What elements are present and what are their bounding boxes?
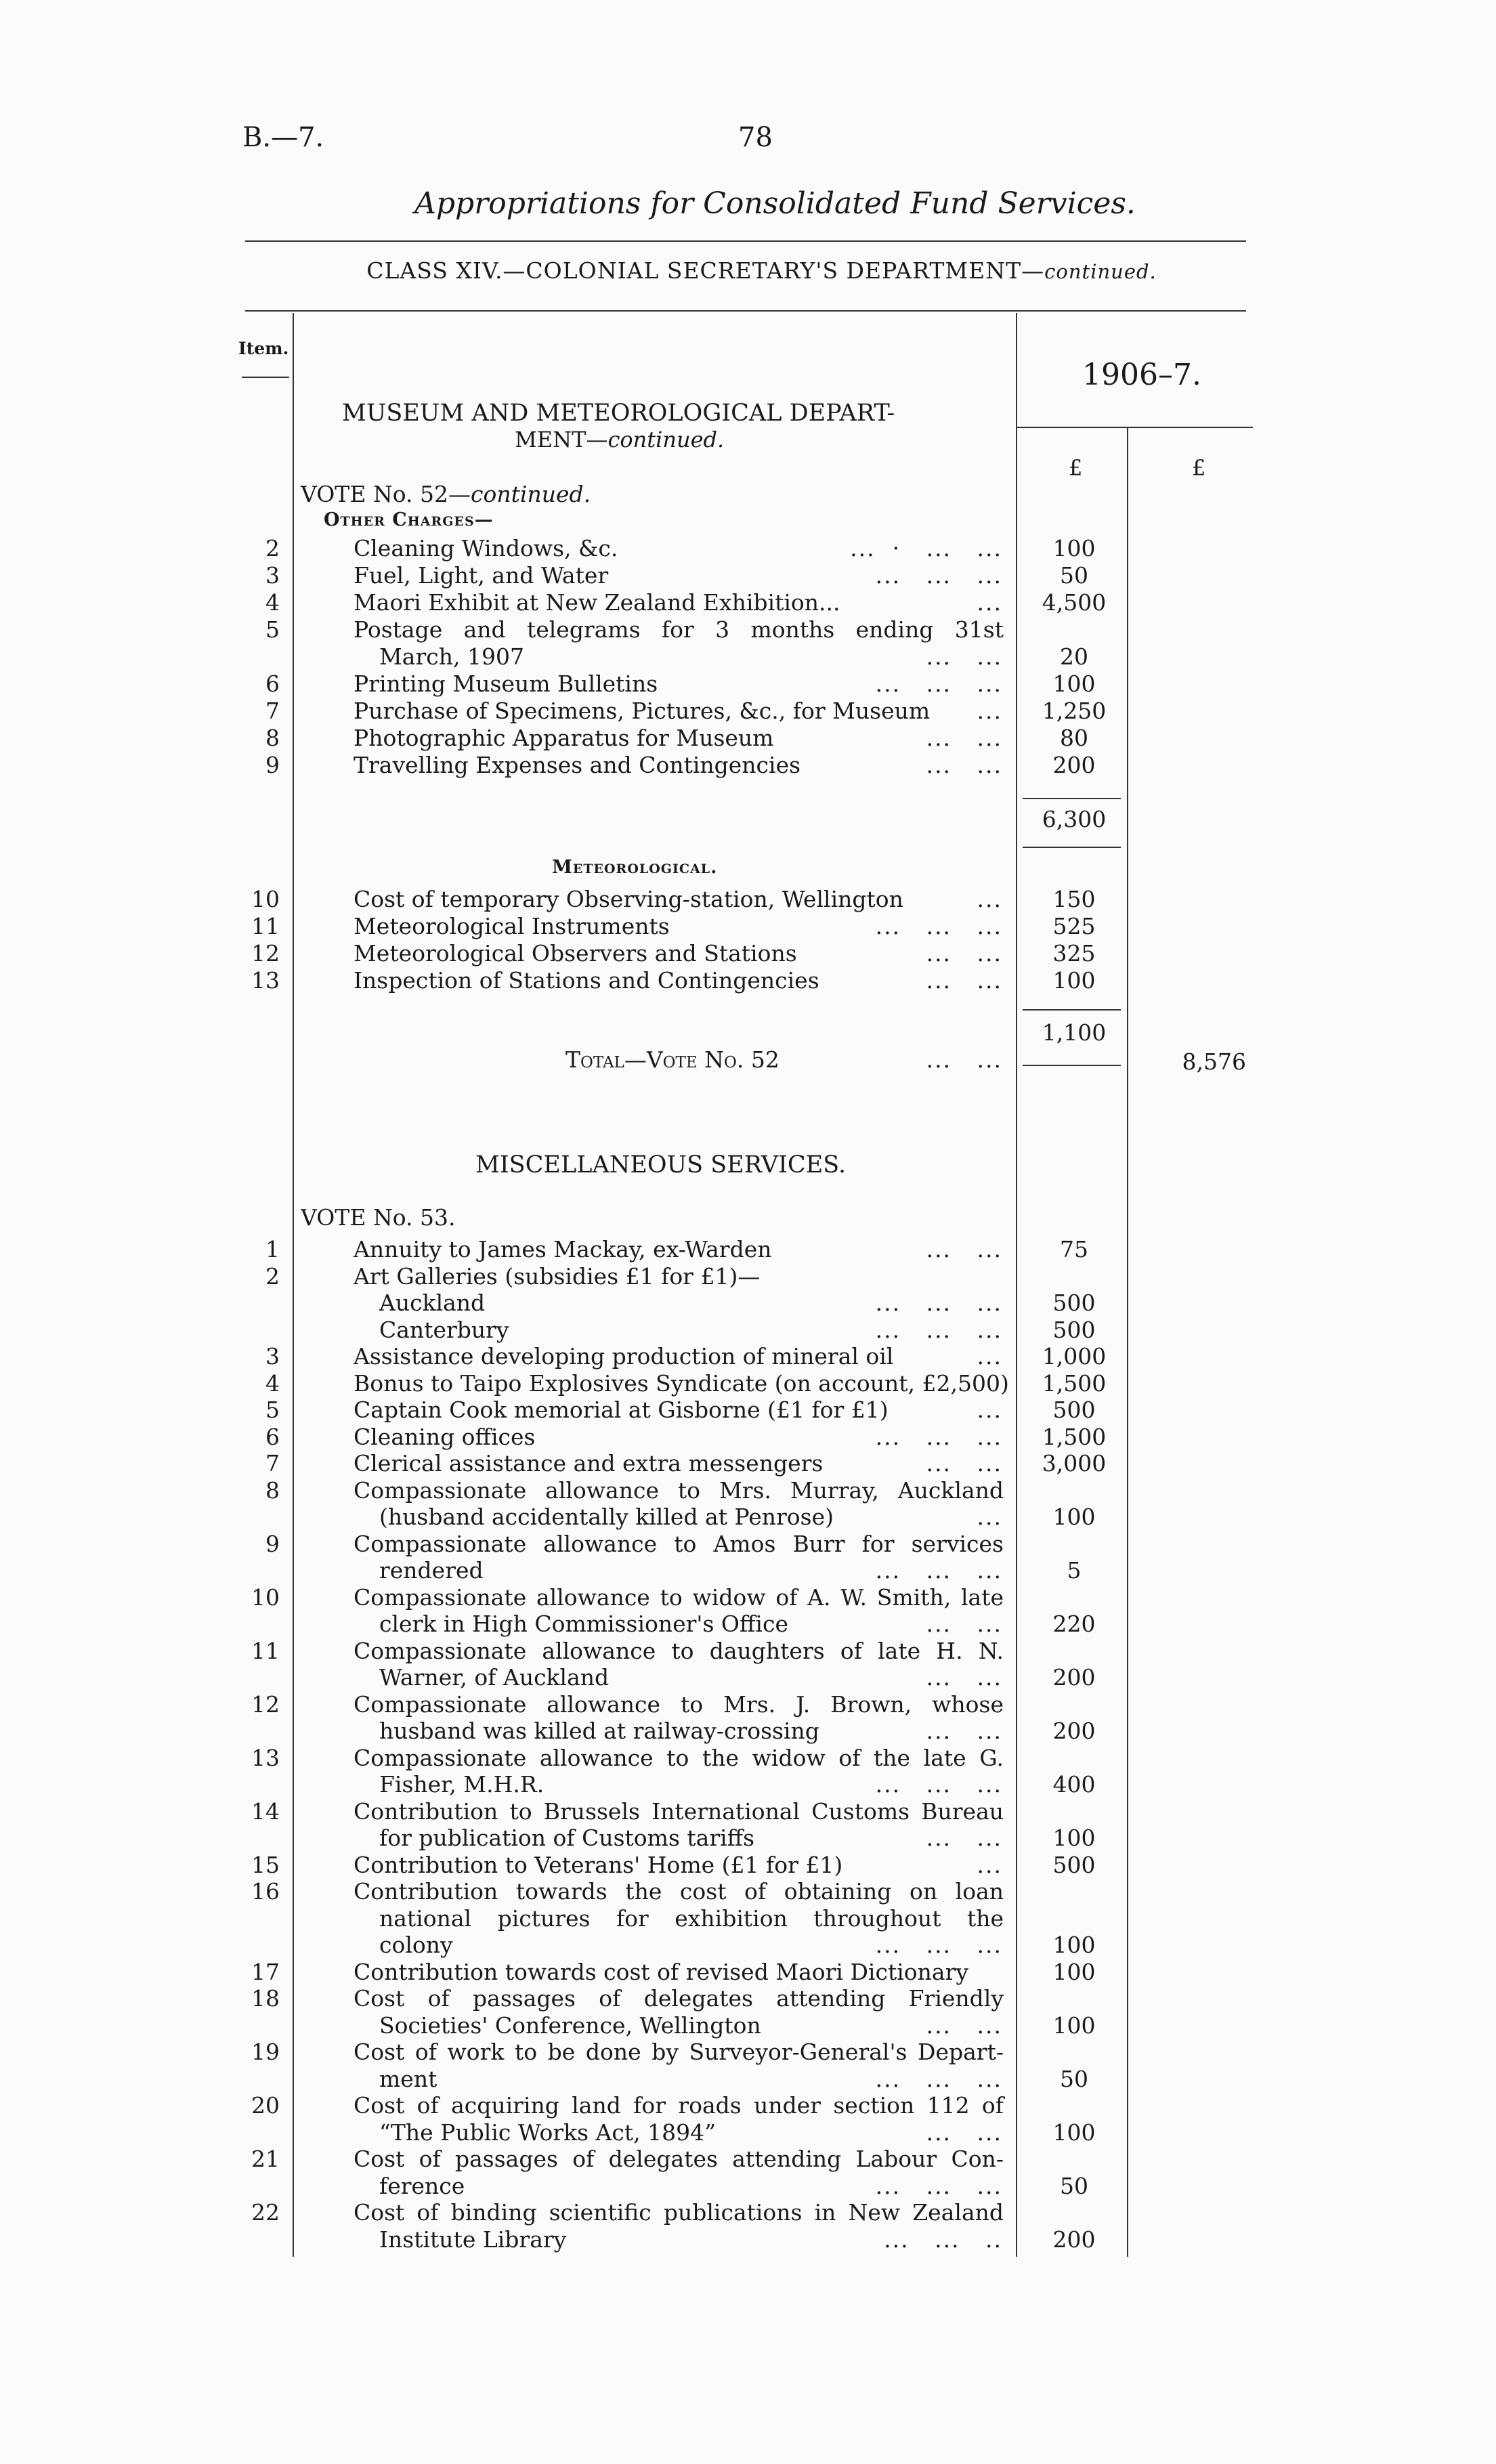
leader-dots: ... ... (926, 1450, 1002, 1477)
item-description-continued: ference (379, 2173, 465, 2199)
item-amount: 50 (1060, 2066, 1088, 2092)
item-description: Annuity to James Mackay, ex-Warden (354, 1236, 772, 1262)
item-number: 9 (265, 752, 280, 778)
item-amount: 20 (1060, 643, 1088, 670)
class-heading-rule (245, 310, 1246, 312)
table-row (0, 967, 1496, 994)
item-description: Compassionate allowance to Mrs. J. Brown, whose (354, 1691, 1004, 1718)
leader-dots: ... (977, 886, 1002, 912)
item-number: 1 (265, 1236, 280, 1262)
class-heading-text: CLASS XIV.—COLONIAL SECRETARY'S DEPARTMENT— (366, 257, 1045, 284)
item-header-rule (242, 377, 289, 378)
leader-dots: ... ... ... (875, 562, 1002, 589)
table-row (0, 1959, 1496, 1986)
item-number: 17 (251, 1959, 280, 1985)
table-row (0, 1531, 1496, 1558)
item-amount: 500 (1052, 1852, 1096, 1878)
table-row-continuation (0, 1932, 1496, 1959)
table-row (0, 725, 1496, 752)
subtotal-rule (1023, 798, 1121, 799)
item-number: 3 (265, 562, 280, 589)
item-amount: 75 (1060, 1236, 1088, 1262)
item-amount: 525 (1052, 913, 1096, 939)
table-row (0, 1691, 1496, 1718)
item-description: Cost of acquiring land for roads under section 112 of (354, 2092, 1004, 2119)
leader-dots: ... ... (926, 2119, 1002, 2146)
item-description-continued: national pictures for exhibition throughout the (379, 1905, 1004, 1932)
item-number: 9 (265, 1531, 280, 1557)
item-description: Auckland (379, 1290, 486, 1316)
table-row-continuation (0, 643, 1496, 671)
misc-services-heading: MISCELLANEOUS SERVICES. (475, 1151, 847, 1178)
table-row-continuation (0, 1905, 1496, 1932)
item-description-continued: March, 1907 (379, 643, 524, 670)
leader-dots: ... (977, 1343, 1002, 1369)
item-number: 13 (251, 1745, 280, 1771)
item-description: Maori Exhibit at New Zealand Exhibition... (354, 589, 840, 616)
subtotal-rule (1023, 847, 1121, 848)
item-number: 11 (251, 1638, 280, 1664)
item-description: Inspection of Stations and Contingencies (354, 967, 819, 994)
item-description: Contribution towards cost of revised Maori Dictionary (354, 1959, 968, 1985)
table-row (0, 616, 1496, 643)
pound-sign-left: £ (1069, 455, 1083, 481)
item-description: Contribution to Veterans' Home (£1 for £1) (354, 1852, 843, 1878)
leader-dots: ... ... ... (875, 1290, 1002, 1316)
page-title: Appropriations for Consolidated Fund Services. (414, 186, 1136, 221)
item-number: 18 (251, 1985, 280, 2012)
item-amount: 220 (1052, 1611, 1096, 1637)
leader-dots: ... ... (926, 967, 1002, 994)
table-row (0, 1878, 1496, 1905)
item-amount: 50 (1060, 2173, 1088, 2199)
item-description: Cleaning Windows, &c. (354, 535, 618, 561)
item-amount: 100 (1052, 1825, 1096, 1851)
table-row-continuation (0, 2226, 1496, 2253)
item-description: Compassionate allowance to Mrs. Murray, Auckland (354, 1477, 1004, 1504)
item-description: Compassionate allowance to the widow of the late G. (354, 1745, 1004, 1771)
item-description: Cost of passages of delegates attending Labour Con- (354, 2146, 1004, 2172)
item-number: 22 (251, 2199, 280, 2226)
table-row-continuation (0, 1557, 1496, 1584)
year-header-rule (1016, 427, 1253, 428)
item-description-continued: Societies' Conference, Wellington (379, 2012, 761, 2039)
other-charges-heading: Other Charges— (324, 509, 494, 530)
item-number: 10 (251, 886, 280, 912)
item-description: Meteorological Observers and Stations (354, 940, 797, 967)
item-description: Travelling Expenses and Contingencies (354, 752, 801, 778)
item-description-continued: (husband accidentally killed at Penrose) (379, 1504, 834, 1530)
class-heading-suffix: continued. (1044, 260, 1157, 283)
item-amount: 100 (1052, 2119, 1096, 2146)
leader-dots: ... ... ... (875, 1317, 1002, 1343)
leader-dots: ... ... (926, 940, 1002, 967)
page-number: 78 (738, 122, 773, 153)
table-row (0, 1424, 1496, 1451)
item-number: 8 (265, 725, 280, 751)
table-row (0, 1745, 1496, 1772)
table-row (0, 1263, 1496, 1290)
item-number: 20 (251, 2092, 280, 2119)
item-amount: 500 (1052, 1317, 1096, 1343)
item-amount: 100 (1052, 1932, 1096, 1958)
item-description: Postage and telegrams for 3 months ending 31st (354, 616, 1004, 643)
item-number: 6 (265, 1424, 280, 1450)
leader-dots: ... ... (926, 1046, 1002, 1073)
leader-dots: ... ... ... (875, 671, 1002, 697)
table-row-continuation (0, 1611, 1496, 1638)
leader-dots: ... (977, 698, 1002, 724)
item-number: 8 (265, 1477, 280, 1504)
museum-heading-suffix: continued. (607, 427, 725, 452)
vote-52-total: 8,576 (1182, 1048, 1246, 1075)
museum-heading-line1: MUSEUM AND METEOROLOGICAL DEPART- (342, 400, 895, 427)
item-amount: 200 (1052, 2226, 1096, 2253)
table-row-continuation (0, 1718, 1496, 1745)
item-description: Compassionate allowance to widow of A. W. Smith, late (354, 1584, 1004, 1611)
item-description: Compassionate allowance to Amos Burr for services (354, 1531, 1004, 1557)
item-amount: 3,000 (1042, 1450, 1107, 1477)
table-row (0, 940, 1496, 967)
item-description: Cost of work to be done by Surveyor-General's Depart- (354, 2039, 1004, 2065)
class-heading (0, 257, 1496, 284)
item-description: Assistance developing production of mineral oil (354, 1343, 894, 1369)
item-number: 5 (265, 1397, 280, 1423)
leader-dots: ... ... ... (875, 1932, 1002, 1958)
item-number: 3 (265, 1343, 280, 1369)
item-description: Cleaning offices (354, 1424, 536, 1450)
vote-52-label: VOTE No. 52— (301, 481, 471, 507)
item-amount: 200 (1052, 752, 1096, 778)
vote-52-suffix: continued. (471, 481, 591, 507)
item-description: Contribution towards the cost of obtaining on loan (354, 1878, 1004, 1905)
meteorological-heading: Meteorological. (552, 857, 718, 878)
item-amount: 500 (1052, 1397, 1096, 1423)
item-amount: 4,500 (1042, 589, 1107, 616)
item-number: 13 (251, 967, 280, 994)
table-row (0, 1343, 1496, 1370)
item-number: 16 (251, 1878, 280, 1905)
table-row-continuation (0, 2119, 1496, 2146)
item-number: 15 (251, 1852, 280, 1878)
item-amount: 500 (1052, 1290, 1096, 1316)
item-amount: 50 (1060, 562, 1088, 589)
table-row (0, 913, 1496, 940)
item-number: 2 (265, 1263, 280, 1290)
leader-dots: ... · ... ... (850, 535, 1002, 561)
leader-dots: ... ... (926, 1236, 1002, 1262)
table-row (0, 2199, 1496, 2226)
table-row-continuation (0, 1504, 1496, 1531)
table-row (0, 698, 1496, 725)
table-row (0, 1798, 1496, 1825)
subtotal-rule (1023, 1065, 1121, 1066)
leader-dots: ... ... ... (875, 913, 1002, 939)
item-description: Cost of temporary Observing-station, Wellington (354, 886, 903, 912)
item-description: Cost of binding scientific publications in New Zealand (354, 2199, 1004, 2226)
vote-53-heading: VOTE No. 53. (301, 1204, 456, 1231)
item-amount: 5 (1067, 1557, 1082, 1584)
item-description-continued: Institute Library (379, 2226, 567, 2253)
page-reference: B.—7. (242, 122, 324, 153)
museum-subtotal: 6,300 (1042, 806, 1107, 832)
year-column-header: 1906–7. (1082, 358, 1201, 392)
item-description: Printing Museum Bulletins (354, 671, 658, 697)
title-rule (245, 240, 1246, 242)
leader-dots: ... ... (926, 1664, 1002, 1691)
item-number: 4 (265, 1370, 280, 1397)
item-description: Compassionate allowance to daughters of late H. N. (354, 1638, 1004, 1664)
item-number: 19 (251, 2039, 280, 2065)
item-number: 2 (265, 535, 280, 561)
item-amount: 100 (1052, 1504, 1096, 1530)
item-number: 7 (265, 698, 280, 724)
meteorological-subtotal: 1,100 (1042, 1019, 1107, 1046)
item-number: 5 (265, 616, 280, 643)
table-row (0, 1397, 1496, 1424)
table-row (0, 1236, 1496, 1263)
item-amount: 1,500 (1042, 1370, 1107, 1397)
item-number: 12 (251, 1691, 280, 1718)
item-description-continued: rendered (379, 1557, 484, 1584)
item-description: Cost of passages of delegates attending Friendly (354, 1985, 1004, 2012)
item-description: Canterbury (379, 1317, 509, 1343)
item-number: 11 (251, 913, 280, 939)
item-amount: 325 (1052, 940, 1096, 967)
table-row (0, 535, 1496, 562)
item-number: 6 (265, 671, 280, 697)
item-amount: 200 (1052, 1718, 1096, 1744)
leader-dots: ... ... .. (884, 2226, 1002, 2253)
table-row (0, 1584, 1496, 1611)
table-row-continuation (0, 1771, 1496, 1798)
leader-dots: ... ... ... (875, 1424, 1002, 1450)
table-row (0, 2146, 1496, 2173)
leader-dots: ... (977, 589, 1002, 616)
leader-dots: ... (977, 1397, 1002, 1423)
table-row (0, 1370, 1496, 1397)
table-row-continuation (0, 2012, 1496, 2039)
item-amount: 100 (1052, 535, 1096, 561)
leader-dots: ... ... (926, 1718, 1002, 1744)
leader-dots: ... ... (926, 1825, 1002, 1851)
item-number: 4 (265, 589, 280, 616)
leader-dots: ... ... (926, 2012, 1002, 2039)
item-description: Contribution to Brussels International Customs Bureau (354, 1798, 1004, 1825)
item-amount: 400 (1052, 1771, 1096, 1798)
museum-heading-line2-text: MENT— (515, 427, 608, 452)
leader-dots: ... ... (926, 752, 1002, 778)
item-description-continued: clerk in High Commissioner's Office (379, 1611, 788, 1637)
table-row (0, 671, 1496, 698)
table-row (0, 1317, 1496, 1344)
item-description: Fuel, Light, and Water (354, 562, 609, 589)
leader-dots: ... ... ... (875, 1557, 1002, 1584)
table-row (0, 1450, 1496, 1477)
item-description-continued: Warner, of Auckland (379, 1664, 610, 1691)
item-description: Purchase of Specimens, Pictures, &c., for Museum (354, 698, 931, 724)
table-row (0, 1290, 1496, 1317)
leader-dots: ... ... (926, 725, 1002, 751)
total-label-text: Total—Vote No. 52 (565, 1046, 779, 1073)
item-amount: 100 (1052, 1959, 1096, 1985)
table-row (0, 589, 1496, 616)
table-row (0, 2092, 1496, 2119)
table-row (0, 1638, 1496, 1665)
subtotal-rule (1023, 1009, 1121, 1011)
table-row-continuation (0, 1825, 1496, 1852)
vote-52-heading (301, 481, 591, 507)
item-number: 14 (251, 1798, 280, 1825)
table-row-continuation (0, 1664, 1496, 1691)
item-description-continued: “The Public Works Act, 1894” (379, 2119, 716, 2146)
item-amount: 1,250 (1042, 698, 1107, 724)
item-amount: 150 (1052, 886, 1096, 912)
item-amount: 80 (1060, 725, 1088, 751)
item-description: Bonus to Taipo Explosives Syndicate (on account, £2,500) (354, 1370, 1009, 1397)
table-row (0, 1985, 1496, 2012)
item-amount: 1,000 (1042, 1343, 1107, 1369)
table-row (0, 752, 1496, 779)
leader-dots: ... ... (926, 1611, 1002, 1637)
item-amount: 200 (1052, 1664, 1096, 1691)
item-description-continued: ment (379, 2066, 437, 2092)
leader-dots: ... ... ... (875, 1771, 1002, 1798)
item-amount: 1,500 (1042, 1424, 1107, 1450)
table-row (0, 562, 1496, 589)
item-description: Captain Cook memorial at Gisborne (£1 for £1) (354, 1397, 889, 1423)
item-column-header: Item. (238, 339, 289, 358)
item-amount: 100 (1052, 671, 1096, 697)
item-description: Clerical assistance and extra messengers (354, 1450, 824, 1477)
item-number: 21 (251, 2146, 280, 2172)
museum-heading-line2 (515, 427, 724, 452)
item-amount: 100 (1052, 967, 1096, 994)
table-row (0, 1477, 1496, 1504)
pound-sign-right: £ (1192, 455, 1206, 481)
item-description-continued: husband was killed at railway-crossing (379, 1718, 819, 1744)
item-description-continued: colony (379, 1932, 453, 1958)
item-number: 7 (265, 1450, 280, 1477)
item-description: Meteorological Instruments (354, 913, 670, 939)
leader-dots: ... (977, 1852, 1002, 1878)
table-row (0, 886, 1496, 913)
item-description-continued: Fisher, M.H.R. (379, 1771, 544, 1798)
leader-dots: ... ... ... (875, 2066, 1002, 2092)
leader-dots: ... ... (926, 643, 1002, 670)
item-description-continued: for publication of Customs tariffs (379, 1825, 755, 1851)
leader-dots: ... ... ... (875, 2173, 1002, 2199)
leader-dots: ... (977, 1504, 1002, 1530)
item-description: Art Galleries (subsidies £1 for £1)— (354, 1263, 761, 1290)
item-number: 12 (251, 940, 280, 967)
table-row-continuation (0, 2066, 1496, 2093)
table-row (0, 2039, 1496, 2066)
table-row-continuation (0, 2173, 1496, 2200)
item-amount: 100 (1052, 2012, 1096, 2039)
item-number: 10 (251, 1584, 280, 1611)
item-description: Photographic Apparatus for Museum (354, 725, 774, 751)
table-row (0, 1852, 1496, 1879)
